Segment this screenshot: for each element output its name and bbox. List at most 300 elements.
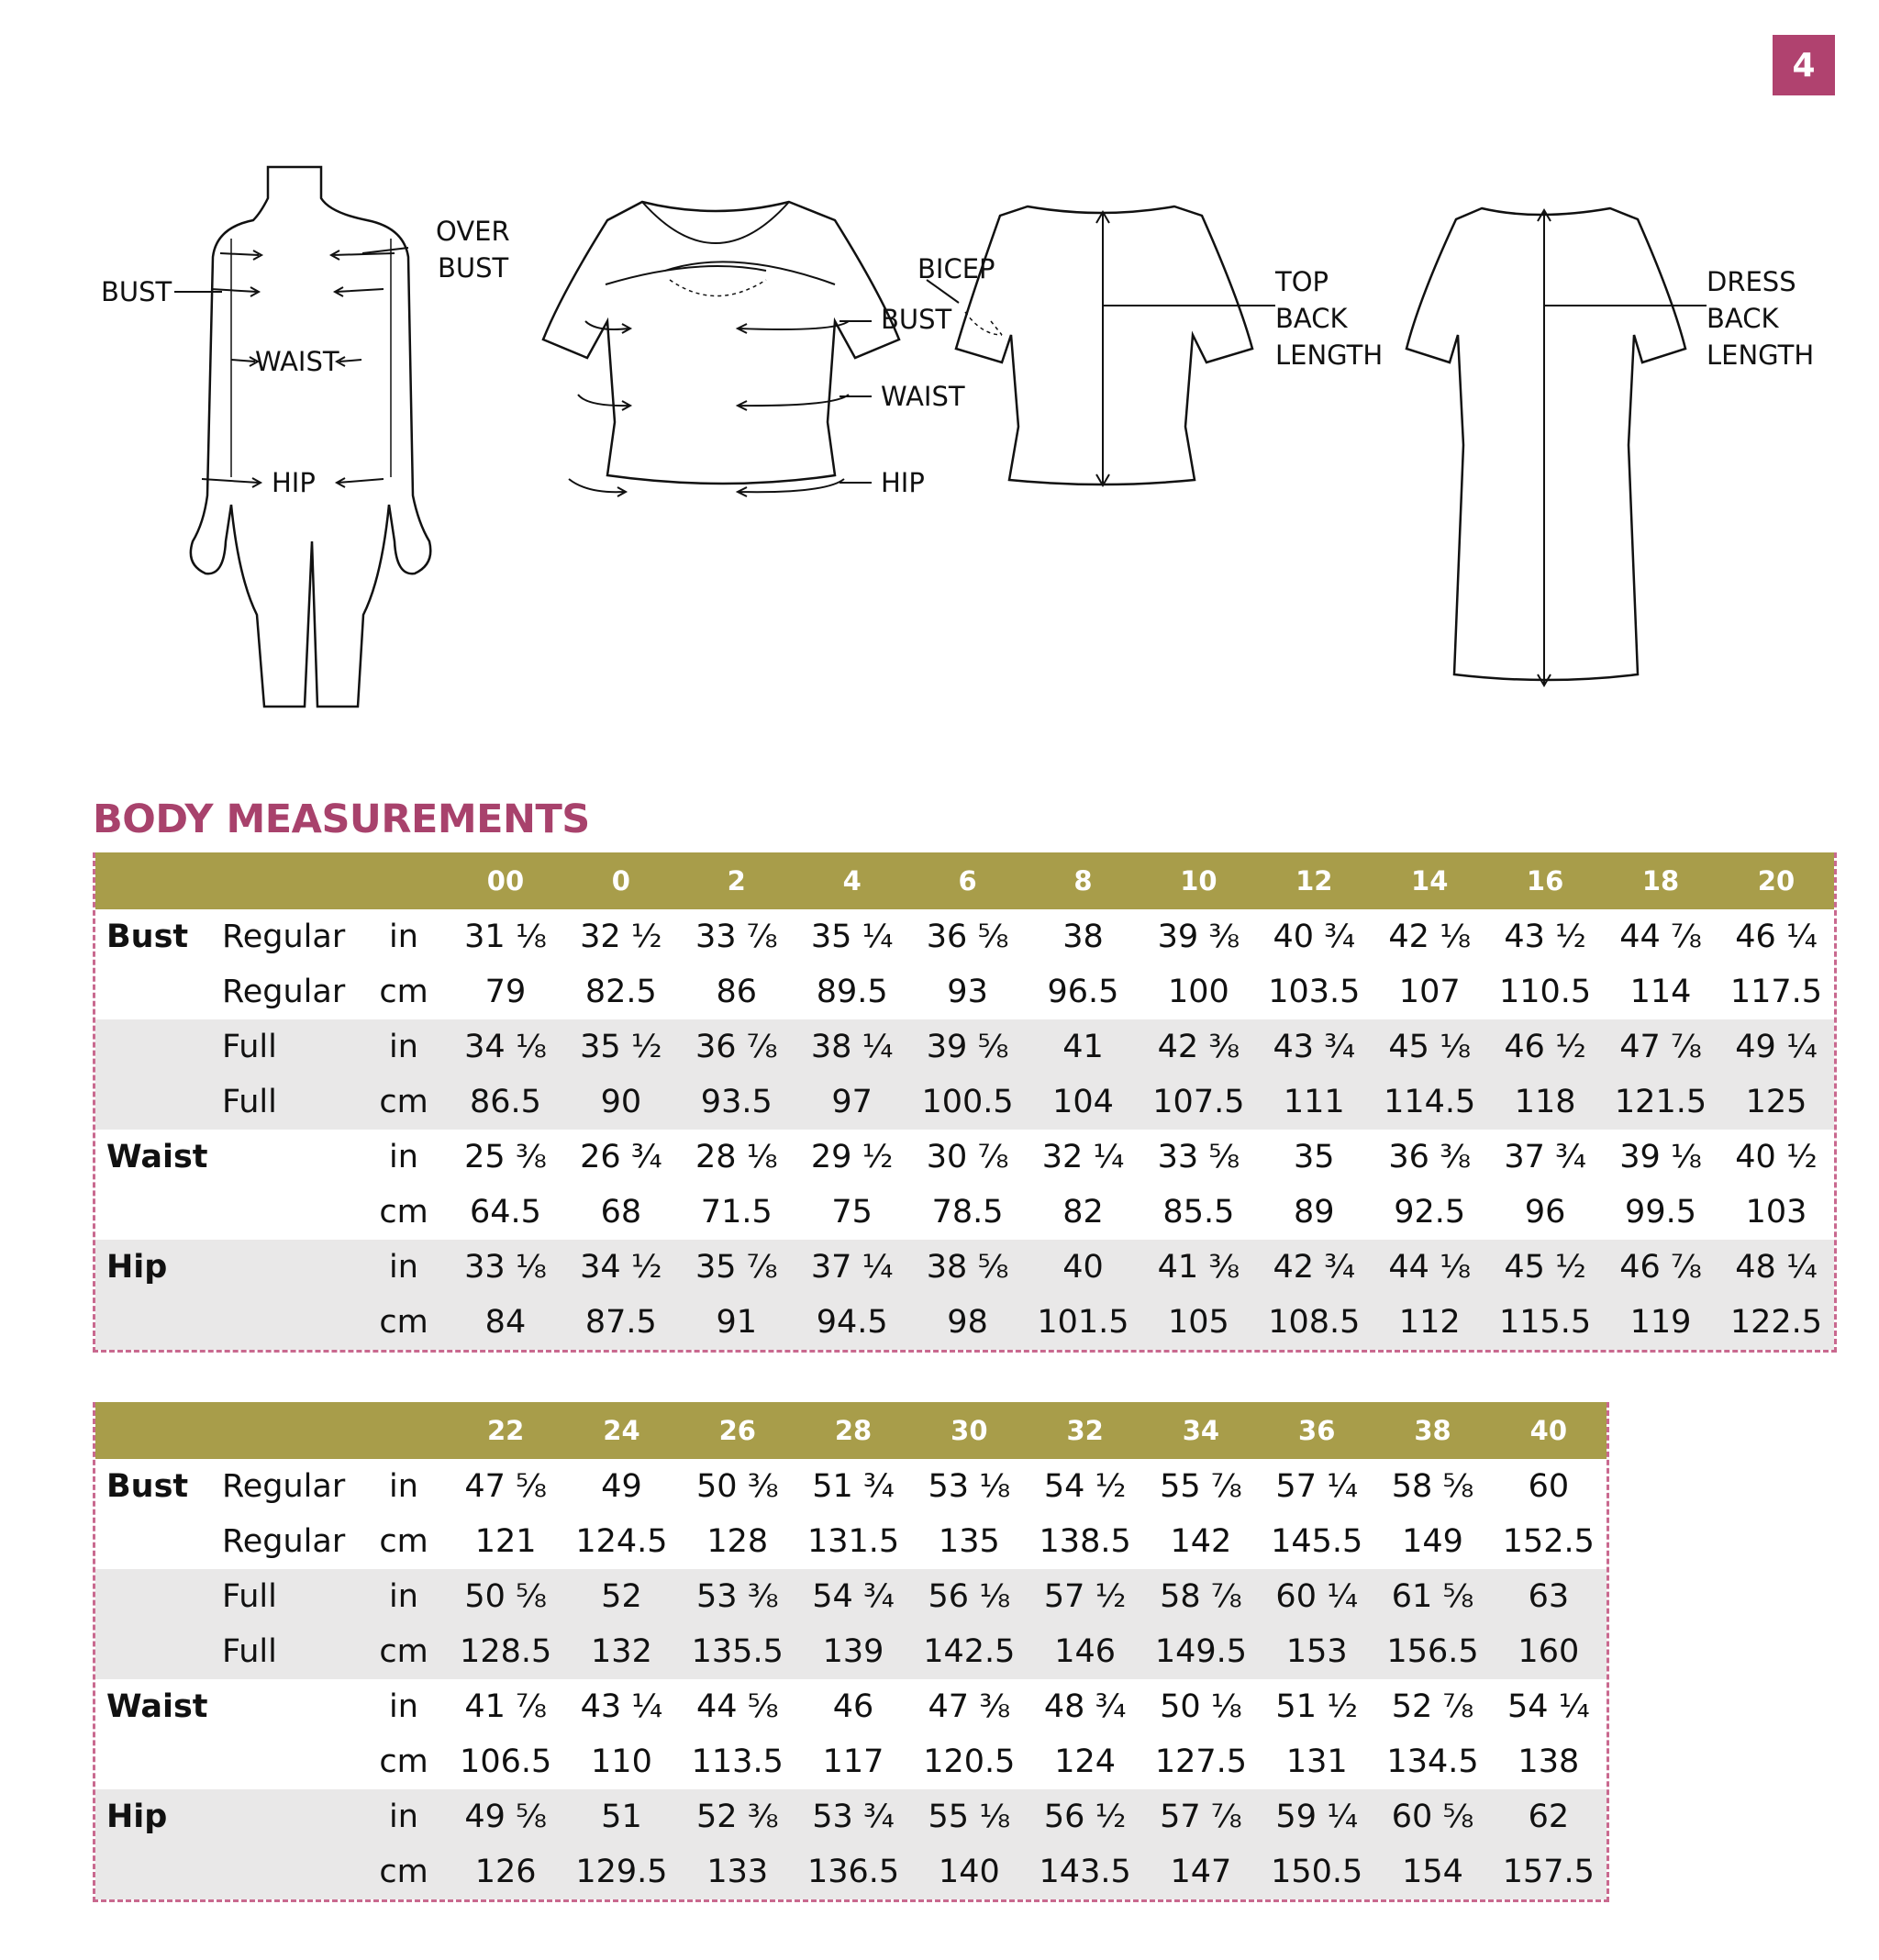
top-back-figure [908, 197, 1385, 500]
measurement-value: 57 ⅞ [1143, 1789, 1259, 1844]
measurement-value: 38 ¼ [795, 1019, 910, 1075]
table-row [95, 1569, 1607, 1624]
measurement-value: 43 ½ [1504, 919, 1586, 955]
measurement-value: 153 [1259, 1624, 1374, 1679]
measurement-value: 107 [1398, 974, 1461, 1010]
measurement-value: 145.5 [1271, 1523, 1363, 1560]
measurement-value: 51 [563, 1789, 679, 1844]
measurement-value: 33 ⅝ [1157, 1139, 1240, 1175]
body-silhouette [191, 167, 430, 707]
fit-variant: Full [222, 1075, 360, 1130]
over-bust-arrow-left [220, 251, 261, 260]
measurement-value: 132 [563, 1624, 679, 1679]
measurement-value: 39 ⅝ [910, 1019, 1026, 1075]
measurement-value: 142 [1170, 1523, 1232, 1560]
dress-back-length-label-1: DRESS [1707, 266, 1796, 297]
measurement-value: 29 ½ [810, 1139, 894, 1175]
fit-variant [222, 1130, 360, 1185]
table-row [95, 1185, 1834, 1240]
measurement-value: 131.5 [806, 1523, 900, 1560]
measurement-value: 86.5 [448, 1075, 563, 1130]
measurement-value: 46 ½ [1487, 1019, 1603, 1075]
table-row [95, 1679, 1607, 1734]
measurement-value: 31 ⅛ [464, 919, 547, 955]
unit-label: in [389, 919, 418, 955]
measurement-value: 68 [600, 1194, 642, 1231]
measurement-value: 150.5 [1259, 1844, 1374, 1899]
measurement-value: 98 [910, 1295, 1026, 1350]
body-figure [92, 156, 532, 725]
measurement-value: 126 [448, 1844, 563, 1899]
measurement-value: 147 [1143, 1844, 1259, 1899]
top-hip-label: HIP [881, 467, 925, 498]
measurement-value: 59 ¼ [1259, 1789, 1374, 1844]
measurement-value: 115.5 [1487, 1295, 1603, 1350]
unit-label: in [360, 1240, 448, 1295]
fit-variant [222, 1185, 360, 1240]
measurement-value: 44 ⅝ [695, 1688, 779, 1725]
fit-variant: Regular [222, 1468, 346, 1505]
size-header: 16 [1487, 852, 1603, 909]
fit-variant: Regular [222, 1523, 346, 1560]
top-back-length-label-1: TOP [1275, 266, 1329, 297]
table-row [95, 1789, 1607, 1844]
size-header: 14 [1372, 852, 1487, 909]
measurement-value: 25 ⅜ [464, 1139, 547, 1175]
size-header: 10 [1140, 852, 1256, 909]
measurement-table-1 [93, 852, 1837, 1353]
unit-label: cm [379, 1194, 428, 1231]
size-header: 24 [563, 1402, 679, 1459]
size-header: 32 [1027, 1402, 1142, 1459]
measurement-value: 146 [1027, 1624, 1142, 1679]
measurement-value: 57 ¼ [1275, 1468, 1359, 1505]
size-header: 40 [1491, 1402, 1607, 1459]
page-number-badge: 4 [1773, 35, 1835, 95]
over-bust-label-2: BUST [438, 252, 509, 284]
measurement-value: 138 [1518, 1743, 1580, 1780]
measurement-value: 128.5 [448, 1624, 563, 1679]
measurement-value: 60 [1528, 1468, 1570, 1505]
measurement-value: 40 ½ [1735, 1139, 1818, 1175]
measurement-value: 78.5 [931, 1194, 1004, 1231]
dress-back-length-label-2: BACK [1707, 303, 1779, 334]
measurement-value: 50 ⅛ [1160, 1688, 1242, 1725]
measurement-value: 41 [1026, 1019, 1141, 1075]
measurement-value: 118 [1487, 1075, 1603, 1130]
measurement-value: 92.5 [1394, 1194, 1466, 1231]
measurement-value: 121 [474, 1523, 537, 1560]
dress-back-outline [1406, 208, 1685, 680]
size-header: 20 [1718, 852, 1834, 909]
measurement-value: 54 ¼ [1507, 1688, 1590, 1725]
measurement-value: 38 ⅝ [910, 1240, 1026, 1295]
measurement-value: 156.5 [1374, 1624, 1490, 1679]
measurement-value: 41 ⅜ [1140, 1240, 1256, 1295]
measurement-value: 75 [831, 1194, 873, 1231]
measurement-table-2 [93, 1402, 1609, 1902]
measurement-value: 46 [832, 1688, 874, 1725]
measurement-value: 50 ⅜ [695, 1468, 779, 1505]
measurement-value: 119 [1603, 1295, 1718, 1350]
measurement-value: 120.5 [923, 1743, 1016, 1780]
size-header: 8 [1026, 852, 1141, 909]
measurement-value: 32 ½ [580, 919, 662, 955]
measurement-value: 100 [1167, 974, 1229, 1010]
table-row [95, 1019, 1834, 1075]
measurement-value: 135 [938, 1523, 1000, 1560]
measurement-value: 71.5 [700, 1194, 773, 1231]
table-row [95, 1844, 1607, 1899]
size-header: 22 [448, 1402, 563, 1459]
over-bust-label-1: OVER [436, 216, 510, 247]
header-spacer [95, 1402, 222, 1459]
measurement-value: 106.5 [460, 1743, 552, 1780]
measurement-value: 128 [706, 1523, 769, 1560]
measurement-value: 86 [716, 974, 758, 1010]
measurement-value: 84 [448, 1295, 563, 1350]
measurement-group [95, 1734, 222, 1789]
measurement-value: 89 [1294, 1194, 1335, 1231]
measurement-value: 110.5 [1499, 974, 1592, 1010]
measurement-group [95, 1624, 222, 1679]
measurement-value: 50 ⅝ [448, 1569, 563, 1624]
unit-label: cm [379, 1523, 428, 1560]
measurement-group [95, 1075, 222, 1130]
unit-label: in [389, 1468, 418, 1505]
measurement-value: 49 [601, 1468, 642, 1505]
measurement-value: 47 ⅞ [1603, 1019, 1718, 1075]
size-header: 6 [910, 852, 1026, 909]
table-row [95, 1240, 1834, 1295]
unit-label: cm [360, 1075, 448, 1130]
measurement-value: 112 [1372, 1295, 1487, 1350]
fit-variant: Full [222, 1569, 360, 1624]
table-row [95, 1514, 1607, 1569]
measurement-value: 36 ⅝ [926, 919, 1009, 955]
measurement-group: Bust [106, 919, 189, 955]
size-header: 36 [1259, 1402, 1374, 1459]
measurement-value: 135.5 [680, 1624, 795, 1679]
fit-variant: Full [222, 1019, 360, 1075]
measurement-value: 61 ⅝ [1374, 1569, 1490, 1624]
top-waist-label: WAIST [881, 381, 965, 412]
measurement-value: 79 [484, 974, 527, 1010]
unit-label: in [360, 1789, 448, 1844]
measurement-value: 53 ¾ [795, 1789, 911, 1844]
measurement-value: 140 [911, 1844, 1027, 1899]
measurement-value: 37 ¼ [795, 1240, 910, 1295]
unit-label: in [360, 1019, 448, 1075]
measurement-value: 96.5 [1047, 974, 1119, 1010]
measurement-value: 149.5 [1143, 1624, 1259, 1679]
measurement-value: 91 [679, 1295, 795, 1350]
measurement-value: 100.5 [910, 1075, 1026, 1130]
table-row [95, 1624, 1607, 1679]
measurement-value: 46 ⅞ [1603, 1240, 1718, 1295]
table-row [95, 1130, 1834, 1185]
measurement-value: 58 ⅞ [1143, 1569, 1259, 1624]
unit-label: cm [379, 1743, 428, 1780]
measurement-value: 35 ⅞ [679, 1240, 795, 1295]
measurement-value: 52 ⅞ [1391, 1688, 1474, 1725]
header-spacer [222, 1402, 360, 1459]
measurement-value: 117 [822, 1743, 884, 1780]
measurement-value: 42 ⅜ [1140, 1019, 1256, 1075]
measurement-value: 114.5 [1372, 1075, 1487, 1130]
measurement-value: 104 [1026, 1075, 1141, 1130]
measurement-value: 107.5 [1140, 1075, 1256, 1130]
measurement-value: 121.5 [1603, 1075, 1718, 1130]
measurement-value: 136.5 [795, 1844, 911, 1899]
table-row [95, 1295, 1834, 1350]
measurement-value: 55 ⅛ [911, 1789, 1027, 1844]
measurement-group [95, 1019, 222, 1075]
header-spacer [360, 852, 448, 909]
measurement-value: 35 [1294, 1139, 1335, 1175]
measurement-value: 39 ⅛ [1619, 1139, 1702, 1175]
top-bust-label: BUST [881, 304, 952, 335]
top-back-outline [956, 206, 1252, 484]
measurement-group [95, 1514, 222, 1569]
measurement-value: 41 ⅞ [464, 1688, 547, 1725]
fit-variant: Full [222, 1624, 360, 1679]
fit-variant [222, 1295, 360, 1350]
top-hip-arrow-left [569, 479, 626, 496]
measurement-value: 34 ⅛ [448, 1019, 563, 1075]
measurement-value: 51 ½ [1275, 1688, 1359, 1725]
measurement-value: 154 [1374, 1844, 1490, 1899]
size-header: 00 [448, 852, 563, 909]
measurement-value: 35 ½ [563, 1019, 679, 1075]
measurement-value: 34 ½ [563, 1240, 679, 1295]
size-header: 34 [1143, 1402, 1259, 1459]
measurement-value: 122.5 [1718, 1295, 1834, 1350]
measurement-value: 39 ⅜ [1157, 919, 1240, 955]
measurement-value: 35 ¼ [810, 919, 894, 955]
measurement-value: 46 ¼ [1735, 919, 1818, 955]
measurement-value: 48 ¼ [1718, 1240, 1834, 1295]
measurement-value: 37 ¾ [1504, 1139, 1586, 1175]
measurement-value: 43 ¼ [580, 1688, 663, 1725]
measurement-value: 42 ⅛ [1388, 919, 1471, 955]
size-header: 30 [911, 1402, 1027, 1459]
unit-label: in [389, 1688, 418, 1725]
unit-label: cm [360, 1844, 448, 1899]
header-spacer [95, 852, 222, 909]
measurement-value: 60 ⅝ [1374, 1789, 1490, 1844]
measurement-group [95, 1569, 222, 1624]
measurement-value: 117.5 [1729, 974, 1823, 1010]
measurement-group: Waist [106, 1139, 208, 1175]
top-front-outline [543, 202, 899, 484]
measurement-value: 45 ⅛ [1372, 1019, 1487, 1075]
measurement-group [95, 1185, 222, 1240]
measurement-value: 93 [947, 974, 988, 1010]
measurement-value: 93.5 [679, 1075, 795, 1130]
measurement-value: 54 ½ [1043, 1468, 1127, 1505]
unit-label: in [389, 1139, 418, 1175]
measurement-value: 103 [1745, 1194, 1807, 1231]
size-header: 28 [795, 1402, 911, 1459]
measurement-value: 30 ⅞ [926, 1139, 1009, 1175]
measurement-value: 105 [1140, 1295, 1256, 1350]
measurement-value: 43 ¾ [1256, 1019, 1372, 1075]
section-title: BODY MEASUREMENTS [93, 796, 590, 842]
size-table [95, 1402, 1607, 1899]
top-back-length-arrow [1096, 212, 1109, 485]
measurement-value: 127.5 [1154, 1743, 1248, 1780]
measurement-value: 49 ¼ [1718, 1019, 1834, 1075]
measurement-value: 47 ⅜ [928, 1688, 1011, 1725]
measurement-value: 53 ⅛ [928, 1468, 1011, 1505]
measurement-value: 85.5 [1162, 1194, 1235, 1231]
measurement-value: 52 ⅜ [680, 1789, 795, 1844]
measurement-value: 101.5 [1026, 1295, 1141, 1350]
size-header: 38 [1374, 1402, 1490, 1459]
top-back-length-label-3: LENGTH [1275, 340, 1384, 371]
measurement-value: 113.5 [691, 1743, 784, 1780]
measurement-value: 143.5 [1027, 1844, 1142, 1899]
measurement-value: 28 ⅛ [695, 1139, 778, 1175]
size-header-row [95, 852, 1834, 909]
table-row [95, 964, 1834, 1019]
table-row [95, 909, 1834, 964]
measurement-value: 124 [1054, 1743, 1117, 1780]
measurement-value: 157.5 [1491, 1844, 1607, 1899]
header-spacer [222, 852, 360, 909]
fit-variant: Regular [222, 974, 346, 1010]
fit-variant [222, 1844, 360, 1899]
measurement-value: 26 ¾ [580, 1139, 662, 1175]
measurement-group: Waist [106, 1688, 208, 1725]
hip-arrow-left [202, 478, 261, 487]
fit-variant [222, 1240, 360, 1295]
size-header: 2 [679, 852, 795, 909]
measurement-value: 38 [1062, 919, 1104, 955]
size-header: 0 [563, 852, 679, 909]
measurement-value: 160 [1491, 1624, 1607, 1679]
measurement-value: 60 ¼ [1259, 1569, 1374, 1624]
measurement-value: 36 ⅞ [679, 1019, 795, 1075]
measurement-group: Hip [95, 1789, 222, 1844]
measurement-value: 55 ⅞ [1160, 1468, 1242, 1505]
size-header: 18 [1603, 852, 1718, 909]
table-row [95, 1459, 1607, 1514]
measurement-value: 49 ⅝ [448, 1789, 563, 1844]
size-header: 4 [795, 852, 910, 909]
measurement-value: 62 [1491, 1789, 1607, 1844]
measurement-value: 57 ½ [1027, 1569, 1142, 1624]
size-header: 26 [680, 1402, 795, 1459]
dress-back-length-label-3: LENGTH [1707, 340, 1815, 371]
measurement-value: 134.5 [1386, 1743, 1479, 1780]
measurement-value: 33 ⅛ [448, 1240, 563, 1295]
measurement-value: 94.5 [795, 1295, 910, 1350]
measurement-value: 108.5 [1256, 1295, 1372, 1350]
size-table [95, 852, 1834, 1350]
measurement-value: 124.5 [575, 1523, 668, 1560]
fit-variant [222, 1734, 360, 1789]
measurement-group: Bust [106, 1468, 189, 1505]
measurement-value: 56 ½ [1027, 1789, 1142, 1844]
measurement-value: 152.5 [1502, 1523, 1595, 1560]
bust-label: BUST [101, 276, 172, 307]
measurement-value: 44 ⅞ [1619, 919, 1702, 955]
measurement-group: Hip [95, 1240, 222, 1295]
measurement-value: 42 ¾ [1256, 1240, 1372, 1295]
measurement-value: 142.5 [911, 1624, 1027, 1679]
unit-label: in [360, 1569, 448, 1624]
hip-label: HIP [272, 467, 316, 498]
measurement-value: 64.5 [469, 1194, 541, 1231]
measurement-value: 110 [591, 1743, 652, 1780]
dress-back-length-arrow [1538, 210, 1551, 685]
measurement-value: 99.5 [1625, 1194, 1696, 1231]
measurement-value: 52 [563, 1569, 679, 1624]
measurement-value: 58 ⅝ [1391, 1468, 1474, 1505]
measurement-value: 82.5 [584, 974, 657, 1010]
measurement-value: 44 ⅛ [1372, 1240, 1487, 1295]
measurement-value: 111 [1256, 1075, 1372, 1130]
measurement-value: 40 ¾ [1273, 919, 1356, 955]
measurement-value: 32 ¼ [1041, 1139, 1125, 1175]
waist-arrow-left [231, 357, 258, 366]
bust-arrow-right [335, 287, 384, 296]
top-waist-arrow-right [738, 395, 849, 410]
top-back-length-label-2: BACK [1275, 303, 1348, 334]
measurement-value: 89.5 [816, 974, 888, 1010]
unit-label: cm [360, 1624, 448, 1679]
top-bust-arrow-right [738, 321, 849, 333]
measurement-value: 45 ½ [1487, 1240, 1603, 1295]
measurement-value: 125 [1718, 1075, 1834, 1130]
measurement-value: 131 [1285, 1743, 1348, 1780]
measurement-value: 139 [795, 1624, 911, 1679]
unit-label: cm [360, 1295, 448, 1350]
measurement-value: 96 [1524, 1194, 1566, 1231]
header-spacer [360, 1402, 448, 1459]
unit-label: cm [379, 974, 428, 1010]
measurement-value: 138.5 [1039, 1523, 1131, 1560]
measurement-value: 51 ¾ [812, 1468, 895, 1505]
measurement-value: 40 [1026, 1240, 1141, 1295]
measurement-value: 90 [563, 1075, 679, 1130]
measurement-value: 54 ¾ [795, 1569, 911, 1624]
measurement-value: 53 ⅜ [680, 1569, 795, 1624]
measurement-value: 133 [680, 1844, 795, 1899]
dress-back-figure [1390, 197, 1849, 693]
size-header: 12 [1256, 852, 1372, 909]
hip-arrow-right [337, 478, 384, 487]
measurement-value: 36 ⅜ [1388, 1139, 1471, 1175]
measurement-value: 48 ¾ [1043, 1688, 1127, 1725]
fit-variant [222, 1679, 360, 1734]
measurement-value: 87.5 [563, 1295, 679, 1350]
measurement-value: 33 ⅞ [695, 919, 778, 955]
measurement-value: 149 [1402, 1523, 1463, 1560]
measurement-group [95, 1295, 222, 1350]
measurement-value: 103.5 [1268, 974, 1361, 1010]
measurement-value: 47 ⅝ [464, 1468, 547, 1505]
waist-label: WAIST [255, 346, 339, 377]
measurement-value: 56 ⅛ [911, 1569, 1027, 1624]
top-waist-arrow-left [578, 395, 630, 410]
measurement-value: 63 [1491, 1569, 1607, 1624]
measurement-value: 82 [1062, 1194, 1104, 1231]
measurement-value: 97 [795, 1075, 910, 1130]
waist-arrow-right [337, 357, 361, 366]
